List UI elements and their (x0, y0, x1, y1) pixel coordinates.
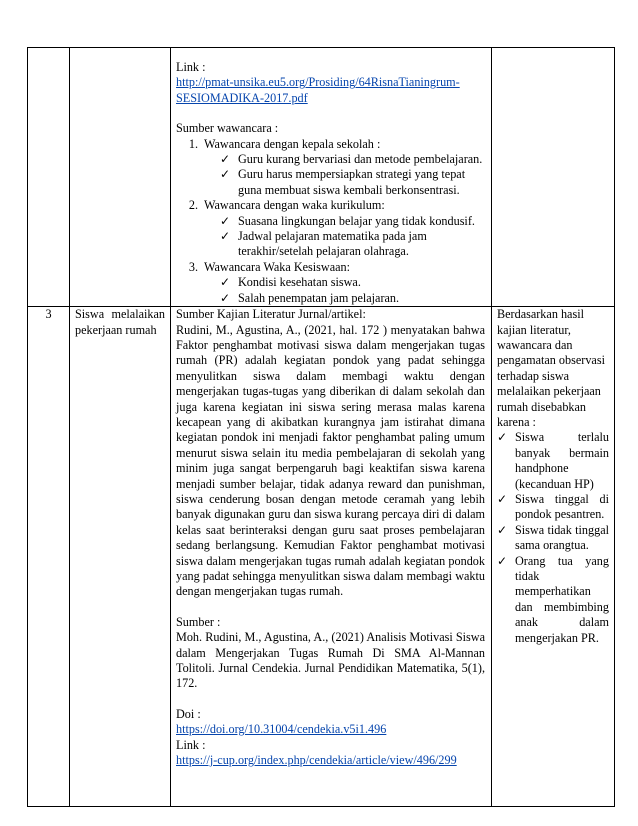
check-icon: ✓ (497, 522, 508, 537)
table-row (28, 307, 615, 807)
link-url-line2[interactable]: SESIOMADIKA-2017.pdf (176, 90, 308, 105)
list-item: ✓ Siswa terlalu banyak bermain handphone (kecanduan HP) (497, 430, 609, 491)
list-item: ✓ Salah penempatan jam pelajaran. (220, 290, 400, 305)
doi-label: Doi : (176, 706, 201, 721)
link-label: Link : (176, 737, 206, 752)
number-cell (28, 307, 70, 807)
source-body: Rudini, M., Agustina, A., (2021, hal. 172 ) menyatakan bahwa Faktor penghambat motivasi siswa dalam mengerjakan tugas rumah (PR) adalah kegiatan pondok yang padat sehingga menyulitkan siswa dalam membagi waktu dengan mengerjakan tugas-tugas yang diberikan di dalam sekolah dan juga karena kegiatan ini siswa sering merasa malas karena kecapean yang di akibatkan kurangnya jam istirahat dimana kegiatan pondok ini menjadi faktor penghambat paling umum menurut siswa selain itu media pembelajaran di sekolah yang minim juga sangat berpengaruh bagi keaktifan siswa karena menjadi sumber belajar, tidak adanya reward dan punishman, siswa cenderung bosan dengan metode ceramah yang lebih banyak digunakan guru dan siswa kurang percaya diri di dalam kelas saat berinteraksi dengan guru saat proses pembelajaran sedang berlangsung. Kemudian Faktor penghambat motivasi siswa dalam mengerjakan tugas rumah adalah kegiatan pondok yang padat sehingga menyulitkan siswa dalam membagi waktu dengan mengerjakan tugas rumah. (176, 322, 485, 599)
interview-title: Wawancara Waka Kesiswaan: (204, 259, 351, 274)
link-url-line1[interactable]: http://pmat-unsika.eu5.org/Prosiding/64RisnaTianingrum- (176, 75, 460, 90)
list-item: ✓ Guru kurang bervariasi dan metode pembelajaran. (220, 152, 483, 167)
interview-header: Sumber wawancara : (176, 121, 279, 136)
list-item: ✓ Suasana lingkungan belajar yang tidak kondusif. (220, 213, 475, 228)
source-label: Sumber : (176, 614, 221, 629)
check-icon: ✓ (497, 553, 508, 568)
table-row (28, 48, 615, 307)
citation-text: Moh. Rudini, M., Agustina, A., (2021) Analisis Motivasi Siswa dalam Mengerjakan Tugas Rumah Di SMA Al-Mannan Tolitoli. Jurnal Cendekia. Jurnal Pendidikan Matematika, 5(1), 172. (176, 630, 485, 691)
check-icon: ✓ (497, 491, 508, 506)
list-item: ✓ Siswa tinggal di pondok pesantren. (497, 491, 609, 522)
source-cell (171, 307, 492, 807)
doi-link[interactable]: https://doi.org/10.31004/cendekia.v5i1.496 (176, 722, 387, 737)
link-label: Link : (176, 60, 206, 74)
list-item: ✓ Kondisi kesehatan siswa. (220, 275, 361, 290)
check-icon: ✓ (220, 167, 231, 182)
result-cell (492, 48, 615, 307)
article-link[interactable]: https://j-cup.org/index.php/cendekia/article/view/496/299 (176, 753, 457, 768)
source-header: Sumber Kajian Literatur Jurnal/artikel: (176, 307, 366, 322)
number-cell (28, 48, 70, 307)
content-table (27, 47, 615, 807)
list-item: ✓ Orang tua yang tidak memperhatikan dan membimbing anak dalam mengerjakan PR. (497, 553, 609, 645)
interview-title: Wawancara dengan kepala sekolah : (204, 136, 381, 151)
result-cell (492, 307, 615, 807)
check-icon: ✓ (497, 430, 508, 445)
check-icon: ✓ (220, 213, 231, 228)
interview-item: 1. Wawancara dengan kepala sekolah : (188, 136, 381, 151)
row-number: 3 (45, 307, 52, 322)
list-item: ✓ Siswa tidak tinggal sama orangtua. (497, 522, 609, 553)
check-icon: ✓ (220, 275, 231, 290)
interview-item: 3. Wawancara Waka Kesiswaan: (188, 259, 351, 274)
source-cell (171, 48, 492, 307)
topic-text: Siswa melalaikan pekerjaan rumah (75, 307, 165, 337)
check-icon: ✓ (220, 290, 231, 305)
check-icon: ✓ (220, 152, 231, 167)
list-item: ✓ Jadwal pelajaran matematika pada jam terakhir/setelah pelajaran olahraga. (220, 229, 427, 259)
check-icon: ✓ (220, 229, 231, 244)
list-item: ✓ Guru harus mempersiapkan strategi yang tepat guna membuat siswa kembali berkonsentrasi. (220, 167, 466, 197)
result-intro: Berdasarkan hasil kajian literatur, wawancara dan pengamatan observasi terhadap siswa melalaikan pekerjaan rumah disebabkan karena : (497, 307, 605, 429)
interview-title: Wawancara dengan waka kurikulum: (204, 198, 385, 213)
topic-cell (70, 48, 171, 307)
topic-cell (70, 307, 171, 807)
interview-item: 2. Wawancara dengan waka kurikulum: (188, 198, 385, 213)
